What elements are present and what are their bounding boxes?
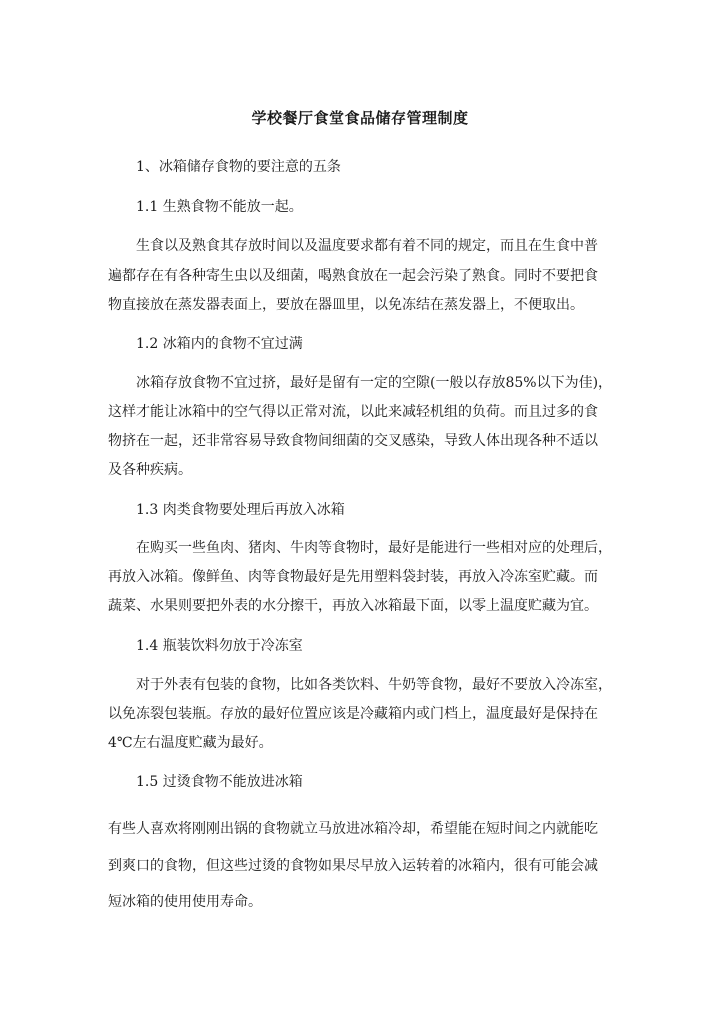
paragraph-line: 到爽口的食物，但这些过烫的食物如果尽早放入运转着的冰箱内，很有可能会减 [108, 858, 598, 874]
item-heading: 1.4 瓶装饮料勿放于冷冻室 [136, 638, 303, 654]
item-heading: 1.2 冰箱内的食物不宜过满 [136, 336, 303, 352]
paragraph-line: 冰箱存放食物不宜过挤，最好是留有一定的空隙(一般以存放85%以下为佳)， [136, 375, 613, 391]
paragraph-line: 短冰箱的使用使用寿命。 [108, 894, 262, 910]
paragraph-line: 及各种疾病。 [108, 462, 192, 478]
paragraph-line: 再放入冰箱。像鲜鱼、肉等食物最好是先用塑料袋封装，再放入冷冻室贮藏。而 [108, 569, 598, 585]
item-heading: 1.5 过烫食物不能放进冰箱 [136, 774, 303, 790]
paragraph-line: 有些人喜欢将刚刚出锅的食物就立马放进冰箱冷却，希望能在短时间之内就能吃 [108, 821, 598, 837]
paragraph-line: 生食以及熟食其存放时间以及温度要求都有着不同的规定，而且在生食中普 [136, 238, 598, 254]
paragraph-line: 这样才能让冰箱中的空气得以正常对流，以此来减轻机组的负荷。而且过多的食 [108, 404, 598, 420]
paragraph-line: 物挤在一起，还非常容易导致食物间细菌的交叉感染，导致人体出现各种不适以 [108, 433, 598, 449]
item-heading: 1.3 肉类食物要处理后再放入冰箱 [136, 502, 345, 518]
item-heading: 1.1 生熟食物不能放一起。 [136, 199, 303, 215]
section-heading: 1、冰箱储存食物的要注意的五条 [136, 159, 341, 175]
paragraph-line: 以免冻裂包装瓶。存放的最好位置应该是冷藏箱内或门档上，温度最好是保持在 [108, 706, 598, 722]
paragraph-line: 物直接放在蒸发器表面上，要放在器皿里，以免冻结在蒸发器上，不便取出。 [108, 297, 584, 313]
paragraph-line: 在购买一些鱼肉、猪肉、牛肉等食物时，最好是能进行一些相对应的处理后， [136, 540, 612, 556]
document-title: 学校餐厅食堂食品储存管理制度 [251, 109, 469, 127]
paragraph-line: 4℃左右温度贮藏为最好。 [108, 735, 273, 751]
paragraph-line: 对于外表有包装的食物，比如各类饮料、牛奶等食物，最好不要放入冷冻室， [136, 677, 612, 693]
paragraph-line: 遍都存在有各种寄生虫以及细菌，喝熟食放在一起会污染了熟食。同时不要把食 [108, 268, 598, 284]
paragraph-line: 蔬菜、水果则要把外表的水分擦干，再放入冰箱最下面，以零上温度贮藏为宜。 [108, 598, 598, 614]
